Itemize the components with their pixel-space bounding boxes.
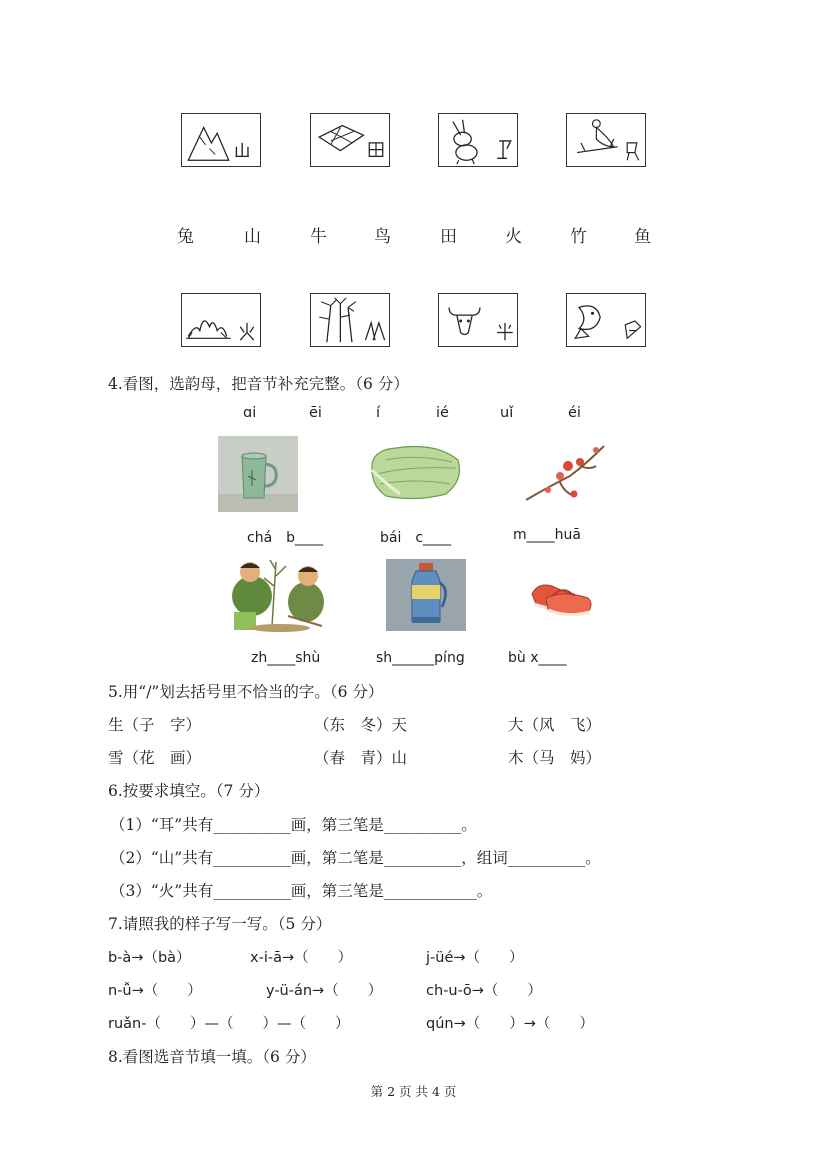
syllable-blank[interactable]: bù x____ — [508, 650, 567, 666]
choice-pair[interactable]: （春 青）山 — [314, 749, 408, 767]
pictograph-character: 鸟 — [374, 227, 391, 247]
spelling-blank[interactable]: n-ǚ→（ ） — [108, 983, 202, 999]
thermos-image — [386, 559, 466, 631]
syllable-blank[interactable]: sh______píng — [376, 650, 465, 666]
pictograph-card-fire — [181, 293, 261, 347]
fill-blank-item[interactable]: （3）“火”共有__________画，第三笔是____________。 — [110, 882, 493, 900]
ox-pictograph-icon — [439, 294, 517, 346]
pictograph-character: 田 — [440, 227, 457, 247]
mountain-pictograph-icon — [182, 114, 260, 166]
page-footer: 第 2 页 共 4 页 — [370, 1084, 457, 1099]
final-option: ɑi — [243, 405, 257, 421]
cabbage-image — [366, 440, 466, 504]
choice-pair[interactable]: （东 冬）天 — [314, 716, 408, 734]
final-option: ēi — [309, 405, 322, 421]
fill-blank-item[interactable]: （2）“山”共有__________画，第二笔是__________，组词__________。 — [110, 849, 601, 867]
choice-pair[interactable]: 大（风 飞） — [508, 716, 602, 734]
final-option: í — [376, 405, 381, 421]
spelling-blank[interactable]: qún→（ ）→（ ） — [426, 1016, 594, 1032]
pictograph-character: 竹 — [570, 227, 587, 247]
fish-pictograph-icon — [567, 294, 645, 346]
bird-pictograph-icon — [567, 114, 645, 166]
pictograph-card-ox — [438, 293, 518, 347]
choice-pair[interactable]: 生（子 字） — [108, 716, 202, 734]
syllable-blank[interactable]: bái c____ — [380, 530, 452, 546]
spelling-blank[interactable]: ruǎn-（ ）—（ ）—（ ） — [108, 1016, 350, 1032]
question-8-title: 8.看图选音节填一填。（6 分） — [108, 1048, 316, 1066]
question-7-title: 7.请照我的样子写一写。（5 分） — [108, 915, 332, 933]
spelling-blank[interactable]: y-ü-án→（ ） — [266, 983, 383, 999]
syllable-blank[interactable]: zh____shù — [251, 650, 321, 666]
pictograph-character: 火 — [505, 227, 522, 247]
pictograph-character: 兔 — [177, 227, 194, 247]
pictograph-card-rabbit — [438, 113, 518, 167]
mug-image — [218, 436, 298, 512]
final-option: ié — [436, 405, 449, 421]
pictograph-card-field — [310, 113, 390, 167]
fire-pictograph-icon — [182, 294, 260, 346]
syllable-blank[interactable]: chá b____ — [247, 530, 324, 546]
pictograph-character: 山 — [244, 227, 261, 247]
rabbit-pictograph-icon — [439, 114, 517, 166]
question-5-title: 5.用“/”划去括号里不恰当的字。（6 分） — [108, 683, 384, 701]
question-6-title: 6.按要求填空。（7 分） — [108, 782, 270, 800]
pictograph-card-mountain — [181, 113, 261, 167]
pictograph-character: 鱼 — [634, 227, 651, 247]
pictograph-card-bird — [566, 113, 646, 167]
syllable-blank[interactable]: m____huā — [513, 527, 581, 543]
spelling-blank[interactable]: j-üé→（ ） — [426, 950, 524, 966]
children-planting-image — [222, 556, 338, 634]
choice-pair[interactable]: 雪（花 画） — [108, 749, 202, 767]
spelling-blank[interactable]: x-i-ā→（ ） — [250, 950, 353, 966]
question-4-title: 4.看图，选韵母，把音节补充完整。（6 分） — [108, 375, 409, 393]
spelling-blank[interactable]: ch-u-ō→（ ） — [426, 983, 542, 999]
bamboo-pictograph-icon — [311, 294, 389, 346]
pictograph-card-fish — [566, 293, 646, 347]
final-option: uǐ — [500, 405, 514, 421]
pictograph-character: 牛 — [310, 227, 327, 247]
pictograph-card-bamboo — [310, 293, 390, 347]
choice-pair[interactable]: 木（马 妈） — [508, 749, 602, 767]
plum-blossom-image — [520, 436, 610, 508]
field-pictograph-icon — [311, 114, 389, 166]
final-option: éi — [568, 405, 581, 421]
red-shoes-image — [528, 568, 596, 620]
spelling-example: b-à→（bà） — [108, 950, 191, 966]
fill-blank-item[interactable]: （1）“耳”共有__________画，第三笔是__________。 — [110, 816, 477, 834]
